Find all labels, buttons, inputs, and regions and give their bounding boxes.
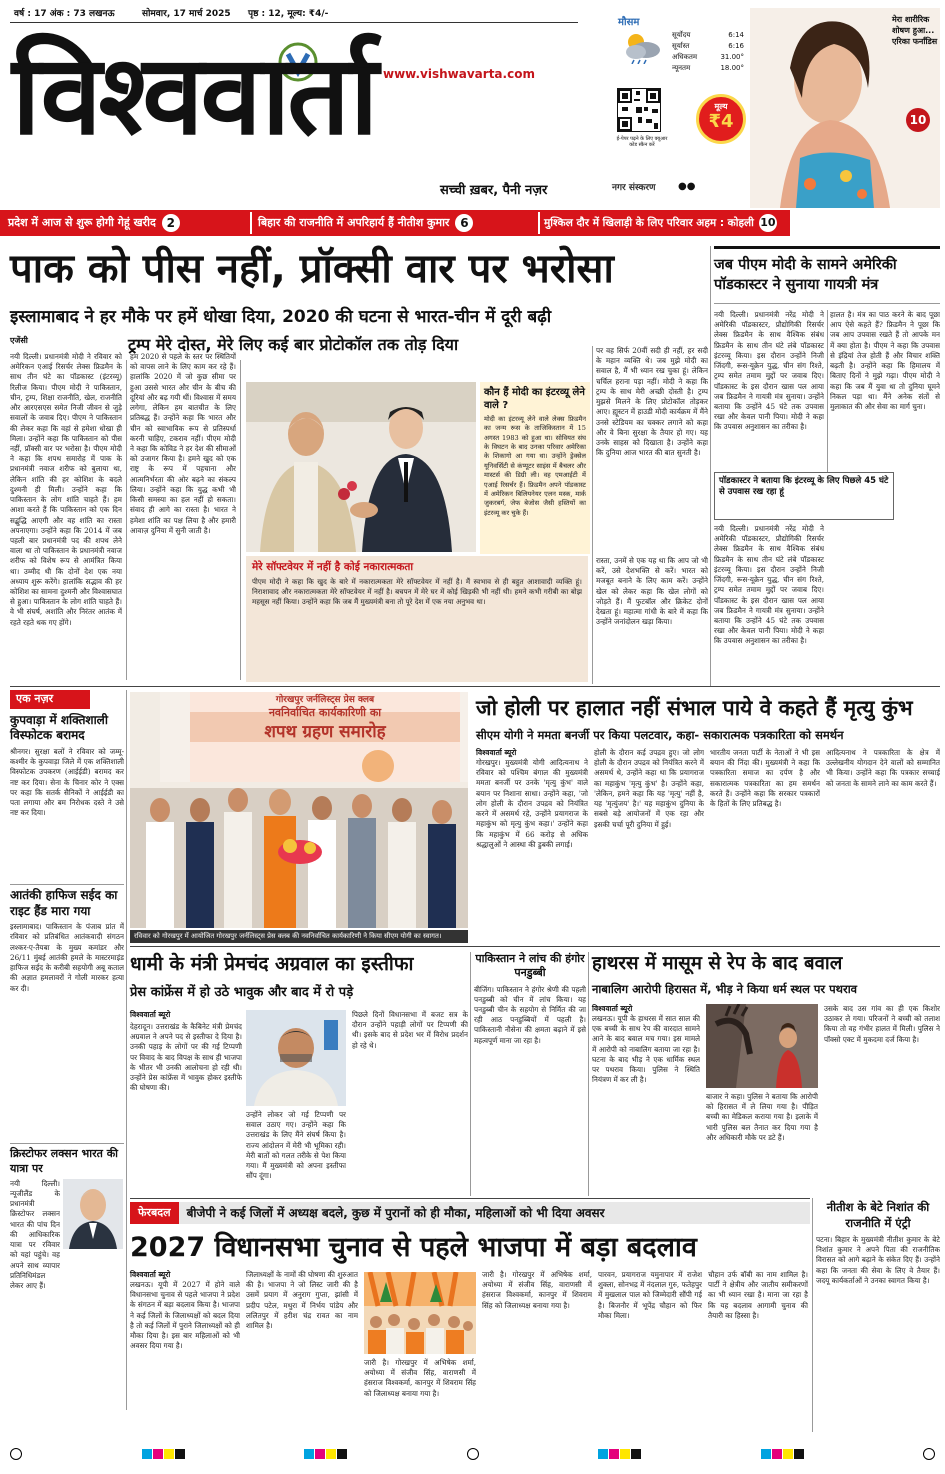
weather-cloud-icon: [620, 30, 664, 64]
lead-caption-box: [246, 556, 588, 682]
pak-text: बीजिंग। पाकिस्तान ने हंगोर श्रेणी की पहली पनडुब्बी को चीन में लांच किया। यह पनडुब्बी चीन के सहयोग से निर्मित की जा रही आठ पनडुब्बियों में पहली है। पाकिस्तानी नौसेना की क्षमता बढ़ाने में इसे महत्वपूर्ण माना जा रहा है।: [474, 984, 586, 1045]
hathras-headline[interactable]: हाथरस में मासूम से रेप के बाद बवाल: [592, 953, 843, 974]
holi-banner-line1: गोरखपुर जर्नलिस्ट्स प्रेस क्लब: [275, 695, 375, 705]
hathras-column-1: लखनऊ। यूपी के हाथरस में सात साल की एक बच्ची के साथ रेप की वारदात सामने आने के बाद बवाल मच गया। इस मामले में आरोपी को नाबालिग बताया जा रहा है। घटना के बाद भीड़ ने एक धार्मिक स्थल पर पथराव किया। पुलिस ने स्थिति नियंत्रण में कर ली है।: [592, 1014, 700, 1085]
luxon-photo[interactable]: [63, 1179, 123, 1249]
pak-story-box: [474, 952, 586, 1196]
teaser-text: बिहार की राजनीति में अपरिहार्य हैं नीतीश कुमार: [258, 215, 450, 229]
bjp-rally-photo[interactable]: [364, 1272, 476, 1354]
teaser-page-badge: 2: [162, 214, 180, 232]
cmyk-swatch: [304, 1449, 347, 1459]
promo-page-badge[interactable]: 10: [906, 108, 930, 132]
lead-column-3: पर वह सिर्फ 20वीं सदी ही नहीं, हर सदी के महान व्यक्ति थे। जब मुझे मोदी का सवाल है, मैं भी ध्यान रख चुका हूं। लेकिन चर्चिल हराना पड़ा नहीं। मोदी ने कहा कि ट्रम्प के साथ मेरी अच्छी दोस्ती है। ट्रम्प मुझसे मिलने के लिए प्रोटोकॉल तोड़कर आए। ह्यूस्टन में हाउडी मोदी कार्यक्रम में मैंने उनसे स्टेडियम का चक्कर लगाने को कहा और वे बिना सुरक्षा के तैयार हो गए। यह उनके साहस को दिखाता है। उन्होंने कहा कि दुनिया आज भारत की बात सुनती है।: [596, 346, 708, 458]
website-url[interactable]: www.vishwavarta.com: [383, 67, 535, 81]
registration-mark-icon: [923, 1448, 935, 1460]
dhami-subhead: प्रेस कांफ्रेंस में हो उठे भावुक और बाद में रो पड़े: [130, 985, 354, 1000]
tagline: सच्ची ख़बर, पैनी नज़र: [440, 183, 548, 198]
right-story-column-2: हालत है। मंत्र का पाठ करने के बाद पूछा आप ऐसे कहते हैं? फ्रिडमैन ने पूछा कि जब आप उपवास रखते हैं तो आपके मन में क्या होता है। पीएम ने कहा कि उपवास से इंद्रियां तेज होती हैं और विचार शक्ति बढ़ती है। उन्होंने कहा कि हिमालय में बिताए दिनों ने मुझे गढ़ा। पीएम मोदी ने कहा कि जब मैं युवा था तो दुनिया घूमने निकल पड़ा था। मैंने अनेक संतों से मुलाकात की और सेवा का मार्ग चुना।: [830, 310, 940, 411]
weather-value: 6:16: [728, 41, 744, 50]
lead-headline[interactable]: पाक को पीस नहीं, प्रॉक्सी वार पर भरोसा: [10, 246, 614, 292]
lead-column-1: नयी दिल्ली। प्रधानमंत्री मोदी ने रविवार को अमेरिकन एआई रिसर्चर लेक्स फ्रिडमैन के साथ तीन घंटे का पॉडकास्ट (इंटरव्यू) रिलीज किया। पीएम मोदी ने पाकिस्तान, चीन, ट्रम्प, शिक्षा राजनीति, खेल, राजनीति और आरएसएस समेत निजी जीवन से जुड़े सवालों के जवाब दिए। पीएम ने पाकिस्तान की लेकर कहा कि वहां से हमेशा धोखा ही मिला। उन्होंने कहा कि पाकिस्तान को पीस नहीं, प्रॉक्सी वार पर भरोसा है। पीएम मोदी ने कहा कि शपथ समारोह में पाक के प्रधानमंत्री नवाज शरीफ को बुलाया था, लेकिन शांति की हर कोशिश के बदले दुश्मनी ही मिली। उन्होंने कहा कि पाकिस्तान के लोग शांति चाहते हैं। हम आशा करते हैं कि पाकिस्तान को एक दिन सद्बुद्धि आएगी और वह शांति का रास्ता अपनाएगा। उन्होंने कहा कि 2014 में जब पहली बार प्रधानमंत्री पद की शपथ लेने वाला था तो पाकिस्तान के प्रधानमंत्री नवाज शरीफ को विशेष रूप से आमंत्रित किया था। उम्मीद थी कि दोनों देश एक नया अध्याय शुरू करेंगे। हालांकि सद्भाव की हर कोशिश का सामना दुश्मनी और विश्वासघात से हुआ। पाकिस्तान के लोग शांति चाहते हैं। वे भी संघर्ष, अशांति और निरंतर आतंक में रहते रहते थक गए होंगे।: [10, 352, 122, 627]
holi-photo-caption: रविवार को गोरखपुर में आयोजित गोरखपुर जर्नलिस्ट्स प्रेस क्लब की नवनिर्वाचित कार्यकारिणी ने किया सीएम योगी का स्वागत।: [130, 930, 468, 943]
bjp-column-2b: जारी है। गोरखपुर में अभिषेक शर्मा, अयोध्या में संजीव सिंह, वाराणसी में हंसराज विश्वकर्मा, कानपुर में शिवराम सिंह को जिलाध्यक्ष बनाया गया है।: [364, 1358, 476, 1398]
nitish-story: [816, 1200, 940, 1432]
bjp-column-5: चौहान उर्फ बॉबी का नाम शामिल है। पार्टी ने क्षेत्रीय और जातीय समीकरणों का भी ध्यान रखा है। माना जा रहा है कि यह बदलाव आगामी चुनाव की तैयारी का हिस्सा है।: [708, 1270, 808, 1320]
registration-mark-icon: [10, 1448, 22, 1460]
hathras-illustration: [706, 1004, 818, 1088]
hathras-column-3: उसके बाद उस गांव का ही एक किशोर उठाकर ले गया। परिजनों ने बच्ची को तलाश किया तो वह गंभीर हालत में मिली। पुलिस ने पॉक्सो एक्ट में मुकदमा दर्ज किया है।: [824, 1004, 940, 1044]
right-story-headline[interactable]: जब पीएम मोदी के सामने अमेरिकी पॉडकास्टर ने सुनाया गायत्री मंत्र: [714, 257, 897, 293]
lead-column-2: हम 2020 से पहले के स्तर पर स्थितियों को वापस लाने के लिए काम कर रहे हैं। हालांकि 2020 में जो कुछ सीमा पर हुआ उससे भारत और चीन के बीच की दूरियां और बढ़ गयी थीं। विश्वास में समय लगेगा, लेकिन हम बातचीत के लिए प्रतिबद्ध हैं। उन्होंने कहा कि भारत और चीन को स्वाभाविक रूप से प्रतिस्पर्धा करनी चाहिए, टकराव नहीं। पीएम मोदी ने कहा कि कोविड ने हर देश की सीमाओं को उजागर किया है। हमने खुद को एक राष्ट्र के रूप में पहचाना और आत्मनिर्भरता की ओर बढ़ने का संकल्प लिया। उन्होंने कहा कि युद्ध कभी भी किसी समस्या का हल नहीं हो सकता। संवाद ही आगे का रास्ता है। भारत ने हमेशा शांति का पक्ष लिया है और हमारी आवाज़ दुनिया में सुनी जाती है।: [130, 352, 236, 535]
teaser-strip: [0, 210, 790, 236]
dhami-byline: विश्ववार्ता ब्यूरो: [130, 1010, 171, 1019]
dhami-column-1: देहरादून। उत्तराखंड के कैबिनेट मंत्री प्रेमचंद अग्रवाल ने अपने पद से इस्तीफा दे दिया है। उनकी पहाड़ के लोगों पर की गई टिप्पणी पर विवाद के बाद विपक्ष के साथ ही भाजपा के भीतर भी उनकी आलोचना हो रही थी। उन्होंने प्रेस कांफ्रेंस में भावुक होकर इस्तीफे की घोषणा की।: [130, 1022, 242, 1093]
holi-column-4: आदित्यनाथ ने पत्रकारिता के क्षेत्र में उल्लेखनीय योगदान देने वालों को सम्मानित भी किया। उन्होंने कहा कि पत्रकार सच्चाई को जनता के सामने लाने का काम करते हैं।: [826, 748, 940, 788]
holi-subhead: सीएम योगी ने ममता बनर्जी पर किया पलटवार, कहा- सकारात्मक पत्रकारिता को समर्थन: [476, 728, 844, 742]
hathras-byline: विश्ववार्ता ब्यूरो: [592, 1004, 633, 1013]
lead-column-3b: रास्ता, उनमें से एक यह था कि आप जो भी करें, उसे देशभक्ति से करें। भारत को मजबूत बनाने के लिए काम करें। उन्होंने खेल को लेकर कहा कि खेल लोगों को जोड़ते हैं। मैं फुटबॉल और क्रिकेट दोनों देखता हूं। महात्मा गांधी के बारे में कहा कि उन्होंने जनांदोलन खड़ा किया।: [596, 556, 708, 627]
color-calibration-strip: [10, 1446, 935, 1462]
ek-nazar-column: [10, 690, 124, 1410]
interview-box-text: मोदी का इंटरव्यू लेने वाले लेक्स फ्रिडमैन का जन्म रूस के ताजिकिस्तान में 15 अगस्त 1983 को हुआ था। सोवियत संघ के विघटन के बाद उनका परिवार अमेरिका के शिकागो आ गया था। उन्होंने ड्रेक्सेल यूनिवर्सिटी से कंप्यूटर साइंस में बैचलर और मास्टर्स की डिग्री ली। वह एमआईटी में एआई रिसर्चर हैं। फ्रिडमैन अपने पॉडकास्ट में अमेरिकन बिलियनेयर एलन मस्क, मार्क जुकरबर्ग, जेफ बेजोस जैसी हस्तियों का इंटरव्यू कर चुके हैं।: [484, 415, 586, 517]
promo-text: मेरा शारीरिक शोषण हुआ... एरिका फर्नांडिस: [892, 15, 938, 47]
cmyk-swatch: [598, 1449, 641, 1459]
issue-date: सोमवार, 17 मार्च 2025: [142, 9, 231, 19]
volume-line: वर्ष : 17 अंक : 73 लखनऊ: [14, 9, 115, 19]
bjp-band: [130, 1202, 810, 1224]
holi-byline: विश्ववार्ता ब्यूरो: [476, 748, 517, 757]
qr-code[interactable]: [617, 88, 661, 132]
registration-mark-icon: [467, 1448, 479, 1460]
teaser-text: मुश्किल दौर में खिलाड़ी के लिए परिवार अहम : कोहली: [544, 216, 754, 229]
lead-byline: एजेंसी: [10, 336, 28, 345]
ek-nazar-item-text: नयी दिल्ली। न्यूजीलैंड के प्रधानमंत्री क्रिस्टोफर लक्सन भारत की पांच दिन की आधिकारिक यात्रा पर रविवार को यहां पहुंचे। वह अपने साथ व्यापार प्रतिनिधिमंडल लेकर आए हैं।: [10, 1178, 60, 1290]
teaser-text: प्रदेश में आज से शुरू होगी गेहूं खरीद: [8, 215, 156, 229]
bjp-column-1: लखनऊ। यूपी में 2027 में होने वाले विधानसभा चुनाव से पहले भाजपा ने प्रदेश के संगठन में बड़ा बदलाव किया है। भाजपा ने कई जिलों के जिलाध्यक्षों को बदल दिया है तो कई जिलों में पुराने जिलाध्यक्षों को ही मौका दिया है। इस बार महिलाओं को भी अवसर दिया गया है।: [130, 1280, 240, 1351]
weather-value: 6:14: [728, 31, 744, 39]
holi-headline[interactable]: जो होली पर हालात नहीं संभाल पाये वे कहते हैं मृत्यु कुंभ: [476, 696, 913, 720]
ek-nazar-item-headline[interactable]: क्रिस्टोफर लक्सन भारत की यात्रा पर: [10, 1147, 119, 1175]
weather-label: सूर्योदय: [672, 31, 691, 39]
nitish-headline[interactable]: नीतीश के बेटे निशांत की राजनीति में एंट्री: [826, 1200, 930, 1230]
hathras-column-2: बाजार ने कहा। पुलिस ने बताया कि आरोपी को हिरासत में ले लिया गया है। पीड़ित बच्ची का मेडिकल कराया गया है। इलाके में भारी पुलिस बल तैनात कर दिया गया है और अधिकारी मौके पर डटे हैं।: [706, 1092, 818, 1142]
right-story-header: [714, 246, 940, 304]
dhami-column-2: उन्होंने लोकर जो गई टिप्पणी पर सवाल उठाए गए। उन्होंने कहा कि उत्तराखंड के लिए मैंने संघर्ष किया है। राज्य आंदोलन में मेरी भी भूमिका रही। मेरी बातों को गलत तरीके से पेश किया गया। मैं मुख्यमंत्री को अपना इस्तीफा सौंप दूंगा।: [246, 1110, 346, 1181]
masthead: [0, 0, 945, 205]
bjp-band-text: बीजेपी ने कई जिलों में अध्यक्ष बदले, कुछ में पुरानों को ही मौका, महिलाओं को भी दिया अवसर: [186, 1205, 605, 1220]
bjp-column-3: जारी है। गोरखपुर में अभिषेक शर्मा, अयोध्या में संजीव सिंह, वाराणसी में हंसराज विश्वकर्मा, कानपुर में शिवराम सिंह को जिलाध्यक्ष बनाया गया है।: [482, 1270, 592, 1310]
holi-column-3: भारतीय जनता पार्टी के नेताओं ने भी इस बयान की निंदा की। मुख्यमंत्री ने कहा कि पत्रकारिता समाज का दर्पण है और सकारात्मक पत्रकारिता का हम समर्थन करते हैं। उन्होंने कहा कि सरकार पत्रकारों के हितों के लिए प्रतिबद्ध है।: [710, 748, 820, 809]
lead-caption-title: मेरे सॉफ्टवेयर में नहीं है कोई नकारात्मकता: [252, 561, 414, 573]
weather-title: मौसम: [618, 17, 640, 28]
right-story-column-1: नयी दिल्ली। प्रधानमंत्री नरेंद्र मोदी ने अमेरिकी पॉडकास्टर, प्रौद्योगिकी रिसर्चर लेक्स फ्रिडमैन के साथ वैश्विक संबंध फ्रिडमैन के साथ तीन घंटे लंबे पॉडकास्ट इंटरव्यू किया। इस दौरान उन्होंने निजी जिंदगी, रूस-यूक्रेन युद्ध, चीन संग रिश्ते, ट्रम्प समेत तमाम मुद्दों पर जवाब दिए। पॉडकास्ट के इस दौरान खास पल आया जब फ्रिडमैन ने गायत्री मंत्र सुनाया। उन्होंने बताया कि उन्होंने 45 घंटे तक उपवास रखा और केवल पानी पिया। मोदी ने कहा कि उपवास अनुशासन का तरीका है।: [714, 310, 824, 432]
price-label: मूल्य: [714, 102, 728, 111]
weather-value: 31.00°: [720, 52, 744, 61]
weather-value: 18.00°: [720, 63, 744, 72]
nitish-text: पटना। बिहार के मुख्यमंत्री नीतीश कुमार के बेटे निशांत कुमार ने अपने पिता की राजनीतिक विरासत को आगे बढ़ाने के संकेत दिए हैं। उन्होंने कहा कि जनता की सेवा के लिए वे तैयार हैं। जदयू कार्यकर्ताओं ने उनका स्वागत किया है।: [816, 1235, 940, 1285]
edition-label: नगर संस्करण: [612, 183, 656, 193]
masthead-title: विश्ववार्ता: [12, 31, 376, 159]
right-story-inner-text: पॉडकास्टर ने बताया कि इंटरव्यू के लिए पिछले 45 घंटे से उपवास रख रहा हूं: [719, 476, 889, 498]
cmyk-swatch: [761, 1449, 804, 1459]
weather-table: [672, 30, 744, 73]
bjp-headline[interactable]: 2027 विधानसभा चुनाव से पहले भाजपा में बड़ा बदलाव: [130, 1232, 697, 1263]
lead-kicker: ट्रम्प मेरे दोस्त, मेरे लिए कई बार प्रोटोकॉल तक तोड़ दिया: [128, 335, 459, 354]
holi-banner-text: [190, 694, 460, 744]
lead-caption-text: पीएम मोदी ने कहा कि खुद के बारे में नकारात्मकता मेरे सॉफ्टवेयर में नहीं है। मैं स्वभाव से ही बहुत आशावादी व्यक्ति हूं। निराशावाद और नकारात्मकता मेरे सॉफ्टवेयर में नहीं है। बचपन में मेरे घर में कोई खिड़की भी नहीं थी। हमने कभी गरीबी का बोझ महसूस नहीं किया। उन्होंने कहा कि जब मैं मुख्यमंत्री बना तो पूरे देश में एक नया अनुभव था।: [252, 577, 582, 607]
dhami-column-3: पिछले दिनों विधानसभा में बजट सत्र के दौरान उन्होंने पहाड़ी लोगों पर टिप्पणी की थी। इसके बाद से प्रदेश भर में विरोध प्रदर्शन हो रहे थे।: [352, 1010, 468, 1050]
dhami-headline[interactable]: धामी के मंत्री प्रेमचंद अग्रवाल का इस्तीफा: [130, 953, 414, 975]
teaser-item[interactable]: [8, 214, 246, 232]
cmyk-swatch: [142, 1449, 185, 1459]
pages-price: पृष्ठ : 12, मूल्य: ₹4/-: [248, 9, 329, 19]
right-story-column-1b-text: नयी दिल्ली। प्रधानमंत्री नरेंद्र मोदी ने अमेरिकी पॉडकास्टर, प्रौद्योगिकी रिसर्चर लेक्स फ्रिडमैन के साथ वैश्विक संबंध फ्रिडमैन के साथ तीन घंटे लंबे पॉडकास्ट इंटरव्यू किया। इस दौरान उन्होंने निजी जिंदगी, रूस-यूक्रेन युद्ध, चीन संग रिश्ते, ट्रम्प समेत तमाम मुद्दों पर जवाब दिए। पॉडकास्ट के इस दौरान खास पल आया जब फ्रिडमैन ने गायत्री मंत्र सुनाया। उन्होंने बताया कि उन्होंने 45 घंटे तक उपवास रखा और केवल पानी पिया। मोदी ने कहा कि उपवास अनुशासन का तरीका है।: [714, 524, 824, 646]
bjp-band-label: फेरबदल: [130, 1202, 179, 1224]
holi-column-2: होली के दौरान कई उपद्रव हुए। जो लोग होली के दौरान उपद्रव को नियंत्रित करने में असमर्थ थे, उन्होंने कहा था कि प्रयागराज का महाकुंभ 'मृत्यु कुंभ' है। उन्होंने कहा, 'लेकिन, हमने कहा कि यह 'मृत्यु' नहीं है, यह 'मृत्युंजय' है।' यह महाकुंभ दुनिया के सबसे बड़े आयोजनों में एक रहा और इसकी चर्चा पूरी दुनिया में हुई।: [594, 748, 704, 829]
ek-nazar-item-headline[interactable]: आतंकी हाफिज सईद का राइट हैंड मारा गया: [10, 888, 118, 918]
ek-nazar-item-text: श्रीनगर। सुरक्षा बलों ने रविवार को जम्मू-कश्मीर के कुपवाड़ा जिले में एक शक्तिशाली विस्फोटक उपकरण (आईईडी) बरामद कर नष्ट कर दिया। सेना के चिनार कोर ने एक्स पर कहा कि सतर्क सैनिकों ने आईईडी का पता लगाया और बम निरोधक दस्ते ने उसे नष्ट कर दिया।: [10, 747, 124, 818]
holi-column-1: गोरखपुर। मुख्यमंत्री योगी आदित्यनाथ ने रविवार को पश्चिम बंगाल की मुख्यमंत्री ममता बनर्जी पर उनके 'मृत्यु कुंभ' वाले बयान पर निशाना साधा। उन्होंने कहा, 'जो लोग होली के दौरान उपद्रव को नियंत्रित करने में असमर्थ रहे, उन्होंने प्रयागराज के महाकुंभ को मृत्यु कुंभ कहा।' उन्होंने कहा कि महाकुंभ में 66 करोड़ से अधिक श्रद्धालुओं ने आस्था की डुबकी लगाई।: [476, 758, 588, 849]
interview-box-title: कौन हैं मोदी का इंटरव्यू लेने वाले ?: [484, 387, 585, 411]
weather-label: न्यूनतम: [672, 63, 691, 72]
right-story-column-1b: [714, 524, 824, 682]
holi-banner-line2: नवनिर्वाचित कार्यकारिणी का: [268, 706, 382, 720]
teaser-page-badge: 6: [455, 214, 473, 232]
interview-box: [480, 382, 590, 554]
holi-banner-line3: शपथ ग्रहण समारोह: [264, 721, 386, 742]
dhami-photo[interactable]: [246, 1010, 346, 1106]
price-value: ₹4: [708, 110, 734, 132]
ek-nazar-item-text: इस्लामाबाद। पाकिस्तान के पंजाब प्रांत में रविवार को प्रतिबंधित आतंकवादी संगठन लश्कर-ए-तैयबा के मुख्य कमांडर और 26/11 मुंबई आतंकी हमले के मास्टरमाइंड हाफिज सईद के करीबी सहयोगी अबू कताल की अज्ञात हमलावरों ने गोली मारकर हत्या कर दी।: [10, 922, 124, 993]
price-badge: [696, 94, 746, 144]
edition-dots: ●●: [678, 181, 696, 192]
lead-photo[interactable]: [246, 382, 476, 552]
bjp-column-2: जिलाध्यक्षों के नामों की घोषणा की शुरुआत की है। भाजपा ने जो लिस्ट जारी की है उसमें प्रयाग में अनुराग गुप्ता, झांसी में प्रदीप पटेल, मथुरा में निर्भय पांडेय और ललितपुर में हरीश चंद्र रावत का नाम शामिल है।: [246, 1270, 358, 1331]
weather-label: सूर्यास्त: [672, 41, 690, 50]
teaser-item[interactable]: [258, 214, 534, 232]
qr-caption: ई-पेपर पढ़ने के लिए क्यूआर कोड स्कैन करें: [616, 136, 668, 148]
teaser-page-badge: 10: [759, 214, 777, 232]
bjp-byline: विश्ववार्ता ब्यूरो: [130, 1270, 171, 1279]
ek-nazar-item-headline[interactable]: कुपवाड़ा में शक्तिशाली विस्फोटक बरामद: [10, 712, 108, 743]
hathras-subhead: नाबालिग आरोपी हिरासत में, भीड़ ने किया धर्म स्थल पर पथराव: [592, 982, 858, 996]
ek-nazar-title: एक नज़र: [10, 690, 90, 709]
pak-headline[interactable]: पाकिस्तान ने लांच की हंगोर पनडुब्बी: [475, 952, 585, 980]
lead-subhead: इस्लामाबाद ने हर मौके पर हमें धोखा दिया, 2020 की घटना से भारत-चीन में दूरी बढ़ी: [10, 307, 552, 327]
bjp-column-4: पारवन, प्रयागराज यमुनापार में राजेश शुक्ला, सोनभद्र में नंदलाल गुरु, फतेहपुर में मुखलाल पाल को जिम्मेदारी सौंपी गई है। बिजनौर में भूपेंद्र चौहान को फिर मौका मिला।: [598, 1270, 702, 1320]
weather-label: अधिकतम: [672, 52, 698, 61]
teaser-item[interactable]: [544, 214, 788, 232]
